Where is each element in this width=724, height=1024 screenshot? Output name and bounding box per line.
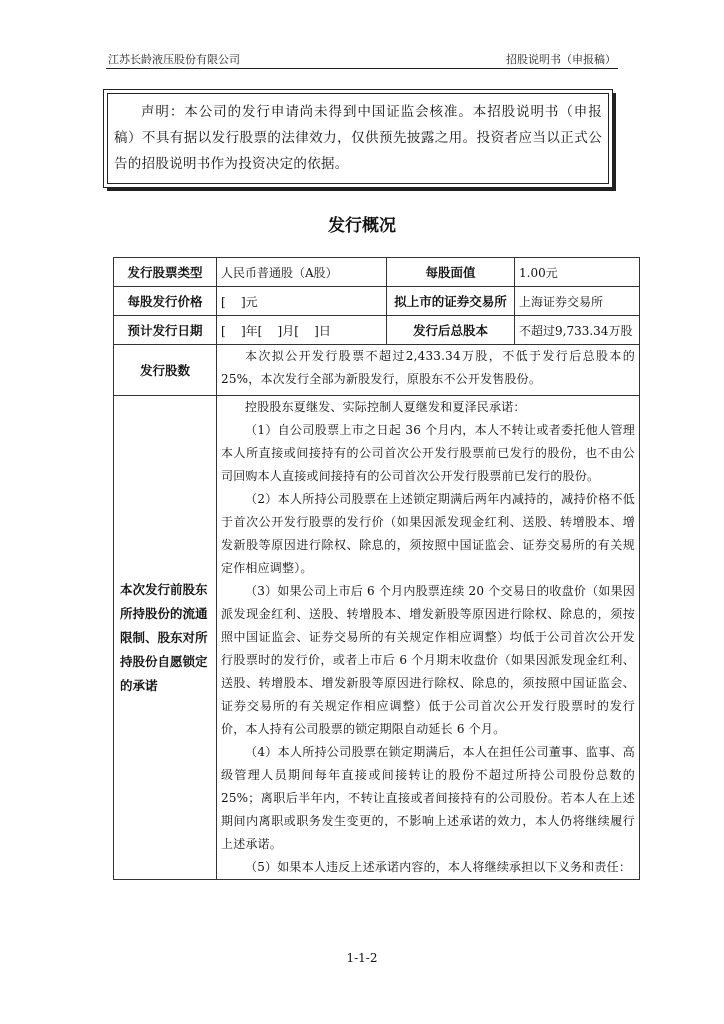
statement-text: 声明：本公司的发行申请尚未得到中国证监会核准。本招股说明书（申报稿）不具有据以发行股票的法律效力，仅供预先披露之用。投资者应当以正式公告的招股说明书作为投资决定的依据。	[107, 93, 609, 184]
lockup-paragraph-intro: 控股股东夏继发、实际控制人夏继发和夏泽民承诺：	[245, 400, 526, 414]
header-company-name: 江苏长龄液压股份有限公司	[108, 53, 240, 66]
table-value-par-value: 1.00元	[515, 258, 640, 287]
table-row	[114, 396, 640, 880]
lockup-paragraph-4: （4）本人所持公司股票在锁定期满后，本人在担任公司董事、监事、高级管理人员期间每年直接或间接转让的股份不超过所持公司股份总数的25%；离职后半年内，不转让直接或者间接持有的公司股份。若本人在上述期间内离职或职务发生变更的，不影响上述承诺的效力，本人仍将继续履行上述承诺。	[221, 745, 635, 851]
statement-shadow-right	[613, 93, 616, 189]
table-label-issue-price: 每股发行价格	[114, 287, 217, 316]
table-label-total-shares: 发行后总股本	[387, 316, 515, 345]
lockup-paragraph-1: （1）自公司股票上市之日起 36 个月内，本人不转让或者委托他人管理本人所直接或间接持有的公司首次公开发行股票前已发行的股份，也不由公司回购本人直接或间接持有的公司首次公开发行股票前已发行的股份。	[221, 423, 635, 483]
header-divider	[106, 68, 618, 69]
table-row	[114, 345, 640, 396]
lockup-paragraph-5: （5）如果本人违反上述承诺内容的，本人将继续承担以下义务和责任：	[245, 860, 632, 874]
table-label-stock-type: 发行股票类型	[114, 258, 217, 287]
table-value-stock-type: 人民币普通股（A股）	[217, 258, 387, 287]
table-row	[114, 316, 640, 345]
lockup-paragraph-2: （2）本人所持公司股票在上述锁定期满后两年内减持的，减持价格不低于首次公开发行股票的发行价（如果因派发现金红利、送股、转增股本、增发新股等原因进行除权、除息的，须按照中国证监会、证券交易所的有关规定作相应调整）。	[221, 492, 635, 575]
table-row	[114, 287, 640, 316]
table-label-issue-date: 预计发行日期	[114, 316, 217, 345]
page-number: 1-1-2	[346, 951, 378, 965]
table-label-par-value: 每股面值	[387, 258, 515, 287]
page-title: 发行概况	[328, 216, 396, 236]
table-value-lockup-commitment	[217, 396, 640, 880]
table-value-issue-price: [ ]元	[217, 287, 387, 316]
statement-shadow-bottom	[107, 188, 616, 191]
table-value-total-shares: 不超过9,733.34万股	[515, 316, 640, 345]
table-value-shares-issued	[217, 345, 640, 396]
table-value-issue-date: [ ]年[ ]月[ ]日	[217, 316, 387, 345]
header-document-type: 招股说明书（申报稿）	[506, 53, 616, 66]
table-row	[114, 258, 640, 287]
table-label-lockup-commitment: 本次发行前股东所持股份的流通限制、股东对所持股份自愿锁定的承诺	[114, 396, 217, 880]
table-value-exchange: 上海证券交易所	[515, 287, 640, 316]
lockup-paragraph-3: （3）如果公司上市后 6 个月内股票连续 20 个交易日的收盘价（如果因派发现金红利、送股、转增股本、增发新股等原因进行除权、除息的，须按照中国证监会、证券交易所的有关规定作相应调整）均低于公司首次公开发行股票时的发行价，或者上市后 6 个月期末收盘价（如果因派发现金红利、送股、转增股本、增发新股等原因进行除权、除息的，须按照中国证监会、证券交易所的有关规定作相应调整）低于公司首次公开发行股票时的发行价，本人持有公司股票的锁定期限自动延长 6 个月。	[221, 584, 635, 736]
statement-box	[103, 89, 613, 188]
table-label-exchange: 拟上市的证券交易所	[387, 287, 515, 316]
issuance-overview-table	[113, 257, 640, 880]
shares-issued-text: 本次拟公开发行股票不超过2,433.34万股，不低于发行后总股本的25%，本次发行全部为新股发行，原股东不公开发售股份。	[221, 349, 635, 386]
table-label-shares-issued: 发行股数	[114, 345, 217, 396]
